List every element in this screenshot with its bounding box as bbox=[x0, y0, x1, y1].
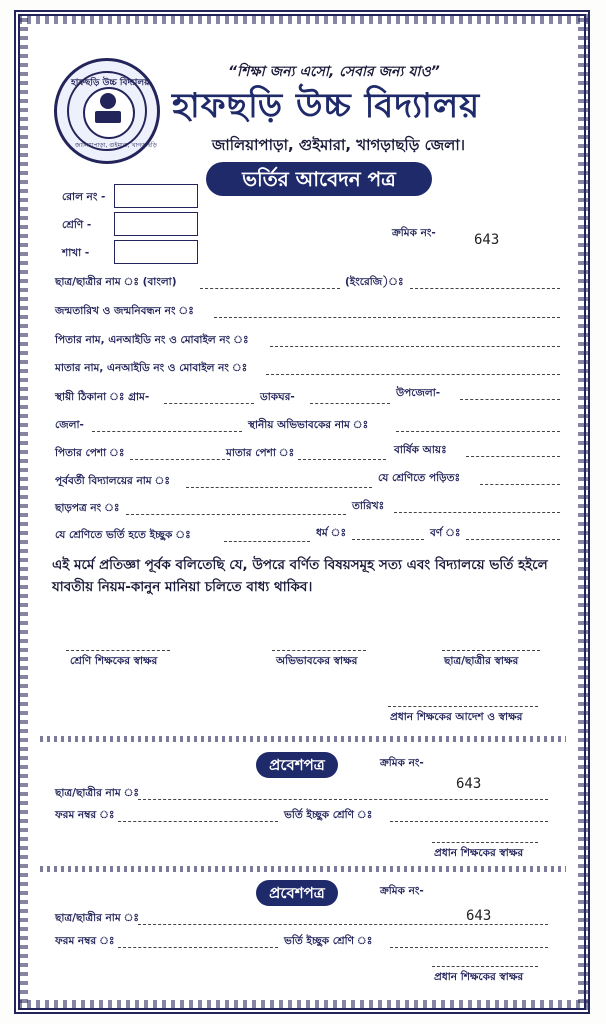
admit-card-1-desired-class-label: ভর্তি ইচ্ছুক শ্রেণি ঃ bbox=[284, 809, 373, 821]
roll-label: রোল নং - bbox=[62, 191, 106, 203]
district-line[interactable] bbox=[92, 431, 242, 432]
student-sign-line[interactable] bbox=[442, 650, 540, 651]
admit-card-2-head-sign-line[interactable] bbox=[432, 966, 538, 967]
upazila-line[interactable] bbox=[460, 399, 560, 400]
mother-occupation-line[interactable] bbox=[298, 459, 386, 460]
admit-card-1-head-sign-line[interactable] bbox=[432, 842, 538, 843]
admit-card-2-head-sign-label: প্রধান শিক্ষকের স্বাক্ষর bbox=[434, 971, 524, 983]
annual-income-label: বার্ষিক আয়ঃ bbox=[394, 444, 447, 456]
student-name-en-line[interactable] bbox=[410, 288, 560, 289]
tc-no-label: ছাড়পত্র নং ঃ bbox=[55, 502, 120, 514]
father-label: পিতার নাম, এনআইডি নং ও মোবাইল নং ঃ bbox=[55, 334, 249, 346]
separator-1 bbox=[40, 736, 566, 742]
guardian-sign-line[interactable] bbox=[272, 650, 366, 651]
class-studied-line[interactable] bbox=[480, 484, 560, 485]
post-office-line[interactable] bbox=[310, 403, 390, 404]
admit-card-1-form-no-line[interactable] bbox=[118, 821, 278, 822]
guardian-line[interactable] bbox=[396, 431, 560, 432]
admit-card-2-form-no-line[interactable] bbox=[118, 947, 278, 948]
roll-box[interactable] bbox=[114, 184, 198, 208]
admit-card-2-desired-class-label: ভর্তি ইচ্ছুক শ্রেণি ঃ bbox=[284, 935, 373, 947]
admit-card-2-title: প্রবেশপত্র bbox=[256, 880, 338, 906]
motto: “শিক্ষা জন্য এসো, সেবার জন্য যাও” bbox=[228, 64, 440, 80]
admit-card-1-student-name-line[interactable] bbox=[138, 799, 548, 800]
admit-card-2-serial-number: 643 bbox=[466, 908, 492, 924]
student-name-bn-line[interactable] bbox=[200, 288, 340, 289]
post-office-label: ডাকঘর- bbox=[260, 391, 295, 403]
class-box[interactable] bbox=[114, 212, 198, 236]
school-address: জালিয়াপাড়া, গুইমারা, খাগড়াছড়ি জেলা। bbox=[212, 136, 466, 154]
logo-text-top: হাফছড়ি উচ্চ বিদ্যালয় bbox=[71, 78, 150, 88]
branch-label: শাখা - bbox=[62, 247, 90, 259]
mother-line[interactable] bbox=[266, 374, 560, 375]
admit-card-1-desired-class-line[interactable] bbox=[390, 821, 548, 822]
school-name: হাফছড়ি উচ্চ বিদ্যালয় bbox=[172, 86, 481, 126]
mother-occupation-label: মাতার পেশা ঃ bbox=[226, 447, 295, 459]
desired-class-line[interactable] bbox=[224, 541, 310, 542]
guardian-label: স্থানীয় অভিভাবকের নাম ঃ bbox=[248, 419, 369, 431]
form-title: ভর্তির আবেদন পত্র bbox=[206, 162, 432, 196]
admit-card-1-title: প্রবেশপত্র bbox=[256, 752, 338, 778]
admit-card-2-student-name-line[interactable] bbox=[138, 924, 548, 925]
date-line[interactable] bbox=[394, 512, 560, 513]
logo-text-bottom: জালিয়াপাড়া, গুইমারা, খাগড়াছড়ি bbox=[75, 142, 157, 149]
desired-class-label: যে শ্রেণিতে ভর্তি হতে ইচ্ছুক ঃ bbox=[55, 529, 191, 541]
permanent-address-label: স্থায়ী ঠিকানা ঃ গ্রাম- bbox=[55, 391, 150, 403]
annual-income-line[interactable] bbox=[466, 456, 560, 457]
previous-school-line[interactable] bbox=[186, 487, 372, 488]
dob-line[interactable] bbox=[214, 317, 560, 318]
district-label: জেলা- bbox=[55, 419, 84, 431]
head-order-sign-label: প্রধান শিক্ষকের আদেশ ও স্বাক্ষর bbox=[390, 711, 523, 723]
father-occupation-label: পিতার পেশা ঃ bbox=[55, 447, 125, 459]
father-line[interactable] bbox=[270, 346, 560, 347]
student-name-en-label: (ইংরেজি)ঃ bbox=[345, 276, 404, 288]
village-line[interactable] bbox=[164, 403, 254, 404]
date-label: তারিখঃ bbox=[352, 500, 385, 512]
dob-label: জন্মতারিখ ও জন্মনিবন্ধন নং ঃ bbox=[55, 305, 194, 317]
head-order-sign-line[interactable] bbox=[388, 706, 538, 707]
admit-card-1-form-no-label: ফরম নম্বর ঃ bbox=[55, 809, 115, 821]
admit-card-1-serial-label: ক্রমিক নং- bbox=[380, 757, 424, 769]
admit-card-2-desired-class-line[interactable] bbox=[390, 947, 548, 948]
decorative-border-bottom bbox=[18, 1000, 588, 1010]
student-sign-label: ছাত্র/ছাত্রীর স্বাক্ষর bbox=[444, 655, 519, 667]
class-teacher-sign-line[interactable] bbox=[66, 650, 170, 651]
school-logo bbox=[54, 58, 160, 164]
book-icon bbox=[95, 111, 121, 123]
student-name-bn-label: ছাত্র/ছাত্রীর নাম ঃ (বাংলা) bbox=[55, 276, 177, 288]
sun-icon bbox=[100, 93, 116, 109]
decorative-border-right bbox=[578, 18, 588, 1006]
guardian-sign-label: অভিভাবকের স্বাক্ষর bbox=[276, 655, 358, 667]
admit-card-1-student-name-label: ছাত্র/ছাত্রীর নাম ঃ bbox=[55, 787, 139, 799]
upazila-label: উপজেলা- bbox=[396, 387, 441, 399]
admit-card-1-head-sign-label: প্রধান শিক্ষকের স্বাক্ষর bbox=[434, 847, 524, 859]
caste-line[interactable] bbox=[466, 539, 560, 540]
religion-line[interactable] bbox=[352, 539, 424, 540]
admit-card-1-serial-number: 643 bbox=[456, 776, 482, 792]
serial-number: 643 bbox=[474, 232, 500, 248]
separator-2 bbox=[40, 866, 566, 872]
tc-no-line[interactable] bbox=[126, 514, 346, 515]
decorative-border-left bbox=[18, 18, 28, 1006]
class-studied-label: যে শ্রেণিতে পড়িতঃ bbox=[378, 472, 461, 484]
decorative-border-top bbox=[18, 14, 588, 24]
serial-label: ক্রমিক নং- bbox=[392, 227, 436, 239]
branch-box[interactable] bbox=[114, 240, 198, 264]
religion-label: ধর্ম ঃ bbox=[316, 527, 347, 539]
admit-card-2-serial-label: ক্রমিক নং- bbox=[380, 885, 424, 897]
admit-card-2-form-no-label: ফরম নম্বর ঃ bbox=[55, 935, 115, 947]
mother-label: মাতার নাম, এনআইডি নং ও মোবাইল নং ঃ bbox=[55, 362, 248, 374]
admit-card-2-student-name-label: ছাত্র/ছাত্রীর নাম ঃ bbox=[55, 912, 139, 924]
previous-school-label: পূর্ববর্তী বিদ্যালয়ের নাম ঃ bbox=[55, 475, 170, 487]
father-occupation-line[interactable] bbox=[130, 459, 230, 460]
caste-label: বর্ণ ঃ bbox=[430, 527, 461, 539]
declaration-text: এই মর্মে প্রতিজ্ঞা পূর্বক বলিতেছি যে, উপরে বর্ণিত বিষয়সমূহ সত্য এবং বিদ্যালয়ে ভর্তি হইলে যাবতীয় নিয়ম-কানুন মানিয়া চলিতে বাধ্য থাকিব। bbox=[52, 557, 548, 595]
class-teacher-sign-label: শ্রেণি শিক্ষকের স্বাক্ষর bbox=[70, 655, 158, 667]
class-label: শ্রেণি - bbox=[62, 219, 92, 231]
